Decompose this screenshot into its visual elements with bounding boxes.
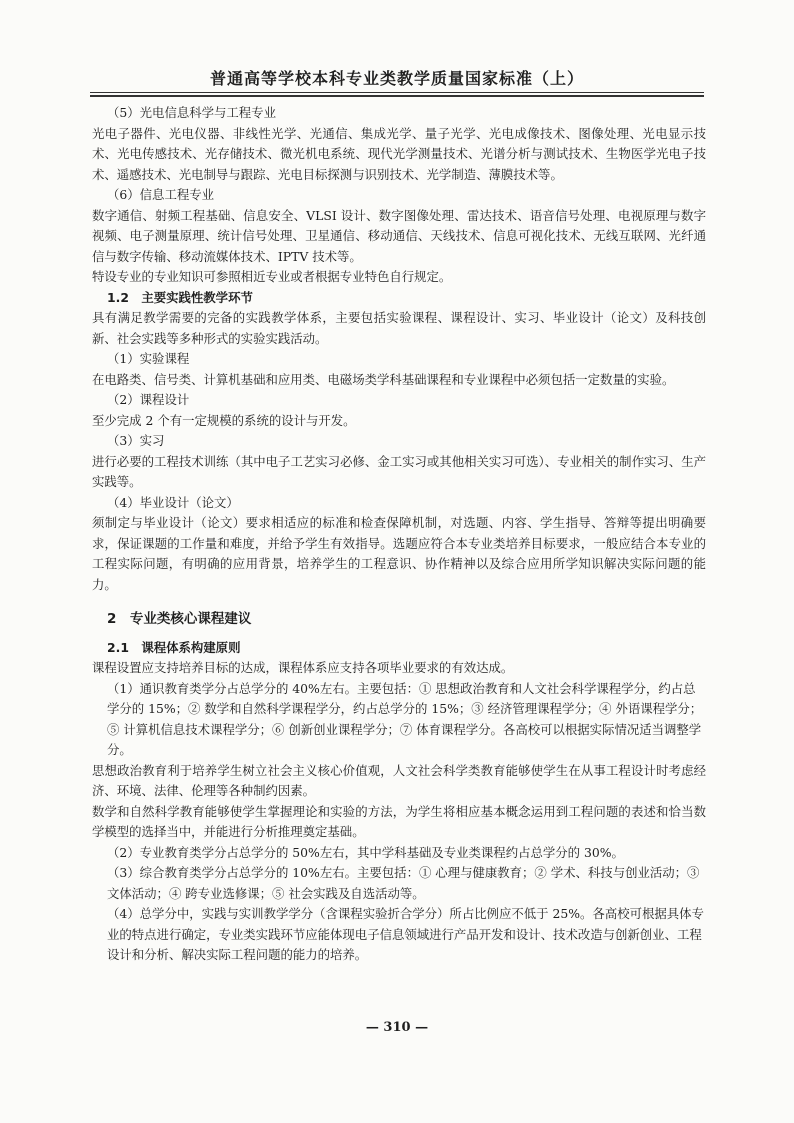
paragraph: 须制定与毕业设计（论文）要求相适应的标准和检查保障机制，对选题、内容、学生指导、答辩等提出明确要求，保证课题的工作量和难度，并给予学生有效指导。选题应符合本专业类培养目标要求，一般应结合本专业的工程实际问题，有明确的应用背景，培养学生的工程意识、协作精神以及综合应用所学知识解决实际问题的能力。 [92,515,706,592]
list-item: （4）毕业设计（论文） [107,494,239,510]
paragraph: 数字通信、射频工程基础、信息安全、VLSI 设计、数字图像处理、雷达技术、语音信号处理、电视原理与数字视频、电子测量原理、统计信号处理、卫星通信、移动通信、天线技术、信息可视化技术、无线互联网、光纤通信与数字传输、移动流媒体技术、IPTV 技术等。 [92,207,706,264]
paragraph: 在电路类、信号类、计算机基础和应用类、电磁场类学科基础课程和专业课程中必须包括一定数量的实验。 [92,371,675,387]
paragraph: 具有满足教学需要的完备的实践教学体系，主要包括实验课程、课程设计、实习、毕业设计（论文）及科技创新、社会实践等多种形式的实验实践活动。 [92,310,706,346]
paragraph: 特设专业的专业知识可参照相近专业或者根据专业特色自行规定。 [92,269,452,284]
subsection-heading: 2.1 课程体系构建原则 [107,639,241,655]
list-item: （2）课程设计 [107,392,190,407]
page-body [92,103,706,966]
list-item: （1）实验课程 [107,351,190,366]
list-item: （3）综合教育类学分占总学分的 10%左右。主要包括：① 心理与健康教育；② 学术、科技与创业活动；③ 文体活动；④ 跨专业选修课；⑤ 社会实践及自选活动等。 [107,865,700,901]
paragraph: 课程设置应支持培养目标的达成，课程体系应支持各项毕业要求的有效达成。 [92,660,514,675]
list-item: （5）光电信息科学与工程专业 [107,105,276,120]
list-item: （1）通识教育类学分占总学分的 40%左右。主要包括：① 思想政治教育和人文社会科学课程学分，约占总学分的 15%；② 数学和自然科学课程学分，约占总学分的 15%；③ 经济管理课程学分；④ 外语课程学分；⑤ 计算机信息技术课程学分；⑥ 创新创业课程学分；⑦ 体育课程学分。各高校可以根据实际情况适当调整学分。 [107,680,703,757]
paragraph: 数学和自然科学教育能够使学生掌握理论和实验的方法，为学生将相应基本概念运用到工程问题的表述和恰当数学模型的选择当中，并能进行分析推理奠定基础。 [92,803,706,839]
list-item: （6）信息工程专业 [107,187,215,202]
list-item: （4）总学分中，实践与实训教学学分（含课程实验折合学分）所占比例应不低于 25%。各高校可根据具体专业的特点进行确定，专业类实践环节应能体现电子信息领域进行产品开发和设计、技术改造与创新创业、工程设计和分析、解决实际工程问题的能力的培养。 [107,906,704,962]
paragraph: 至少完成 2 个有一定规模的系统的设计与开发。 [92,412,356,428]
header-rule-thick [90,95,704,97]
header-rule-thin [90,92,704,93]
section-heading: 2 专业类核心课程建议 [107,611,252,627]
list-item: （3）实习 [107,433,165,448]
page-number: — 310 — [365,1020,429,1035]
paragraph: 进行必要的工程技术训练（其中电子工艺实习必修、金工实习或其他相关实习可选）、专业相关的制作实习、生产实践等。 [92,453,706,489]
paragraph: 光电子器件、光电仪器、非线性光学、光通信、集成光学、量子光学、光电成像技术、图像处理、光电显示技术、光电传感技术、光存储技术、微光机电系统、现代光学测量技术、光谱分析与测试技术、生物医学光电子技术、遥感技术、光电制导与跟踪、光电目标探测与识别技术、光学制造、薄膜技术等。 [92,125,706,182]
list-item: （2）专业教育类学分占总学分的 50%左右，其中学科基础及专业类课程约占总学分的 30%。 [107,844,624,860]
running-header-title: 普通高等学校本科专业类教学质量国家标准（上） [209,69,584,88]
paragraph: 思想政治教育利于培养学生树立社会主义核心价值观，人文社会科学类教育能够使学生在从事工程设计时考虑经济、环境、法律、伦理等各种制约因素。 [92,762,706,798]
subsection-heading: 1.2 主要实践性教学环节 [107,289,253,305]
